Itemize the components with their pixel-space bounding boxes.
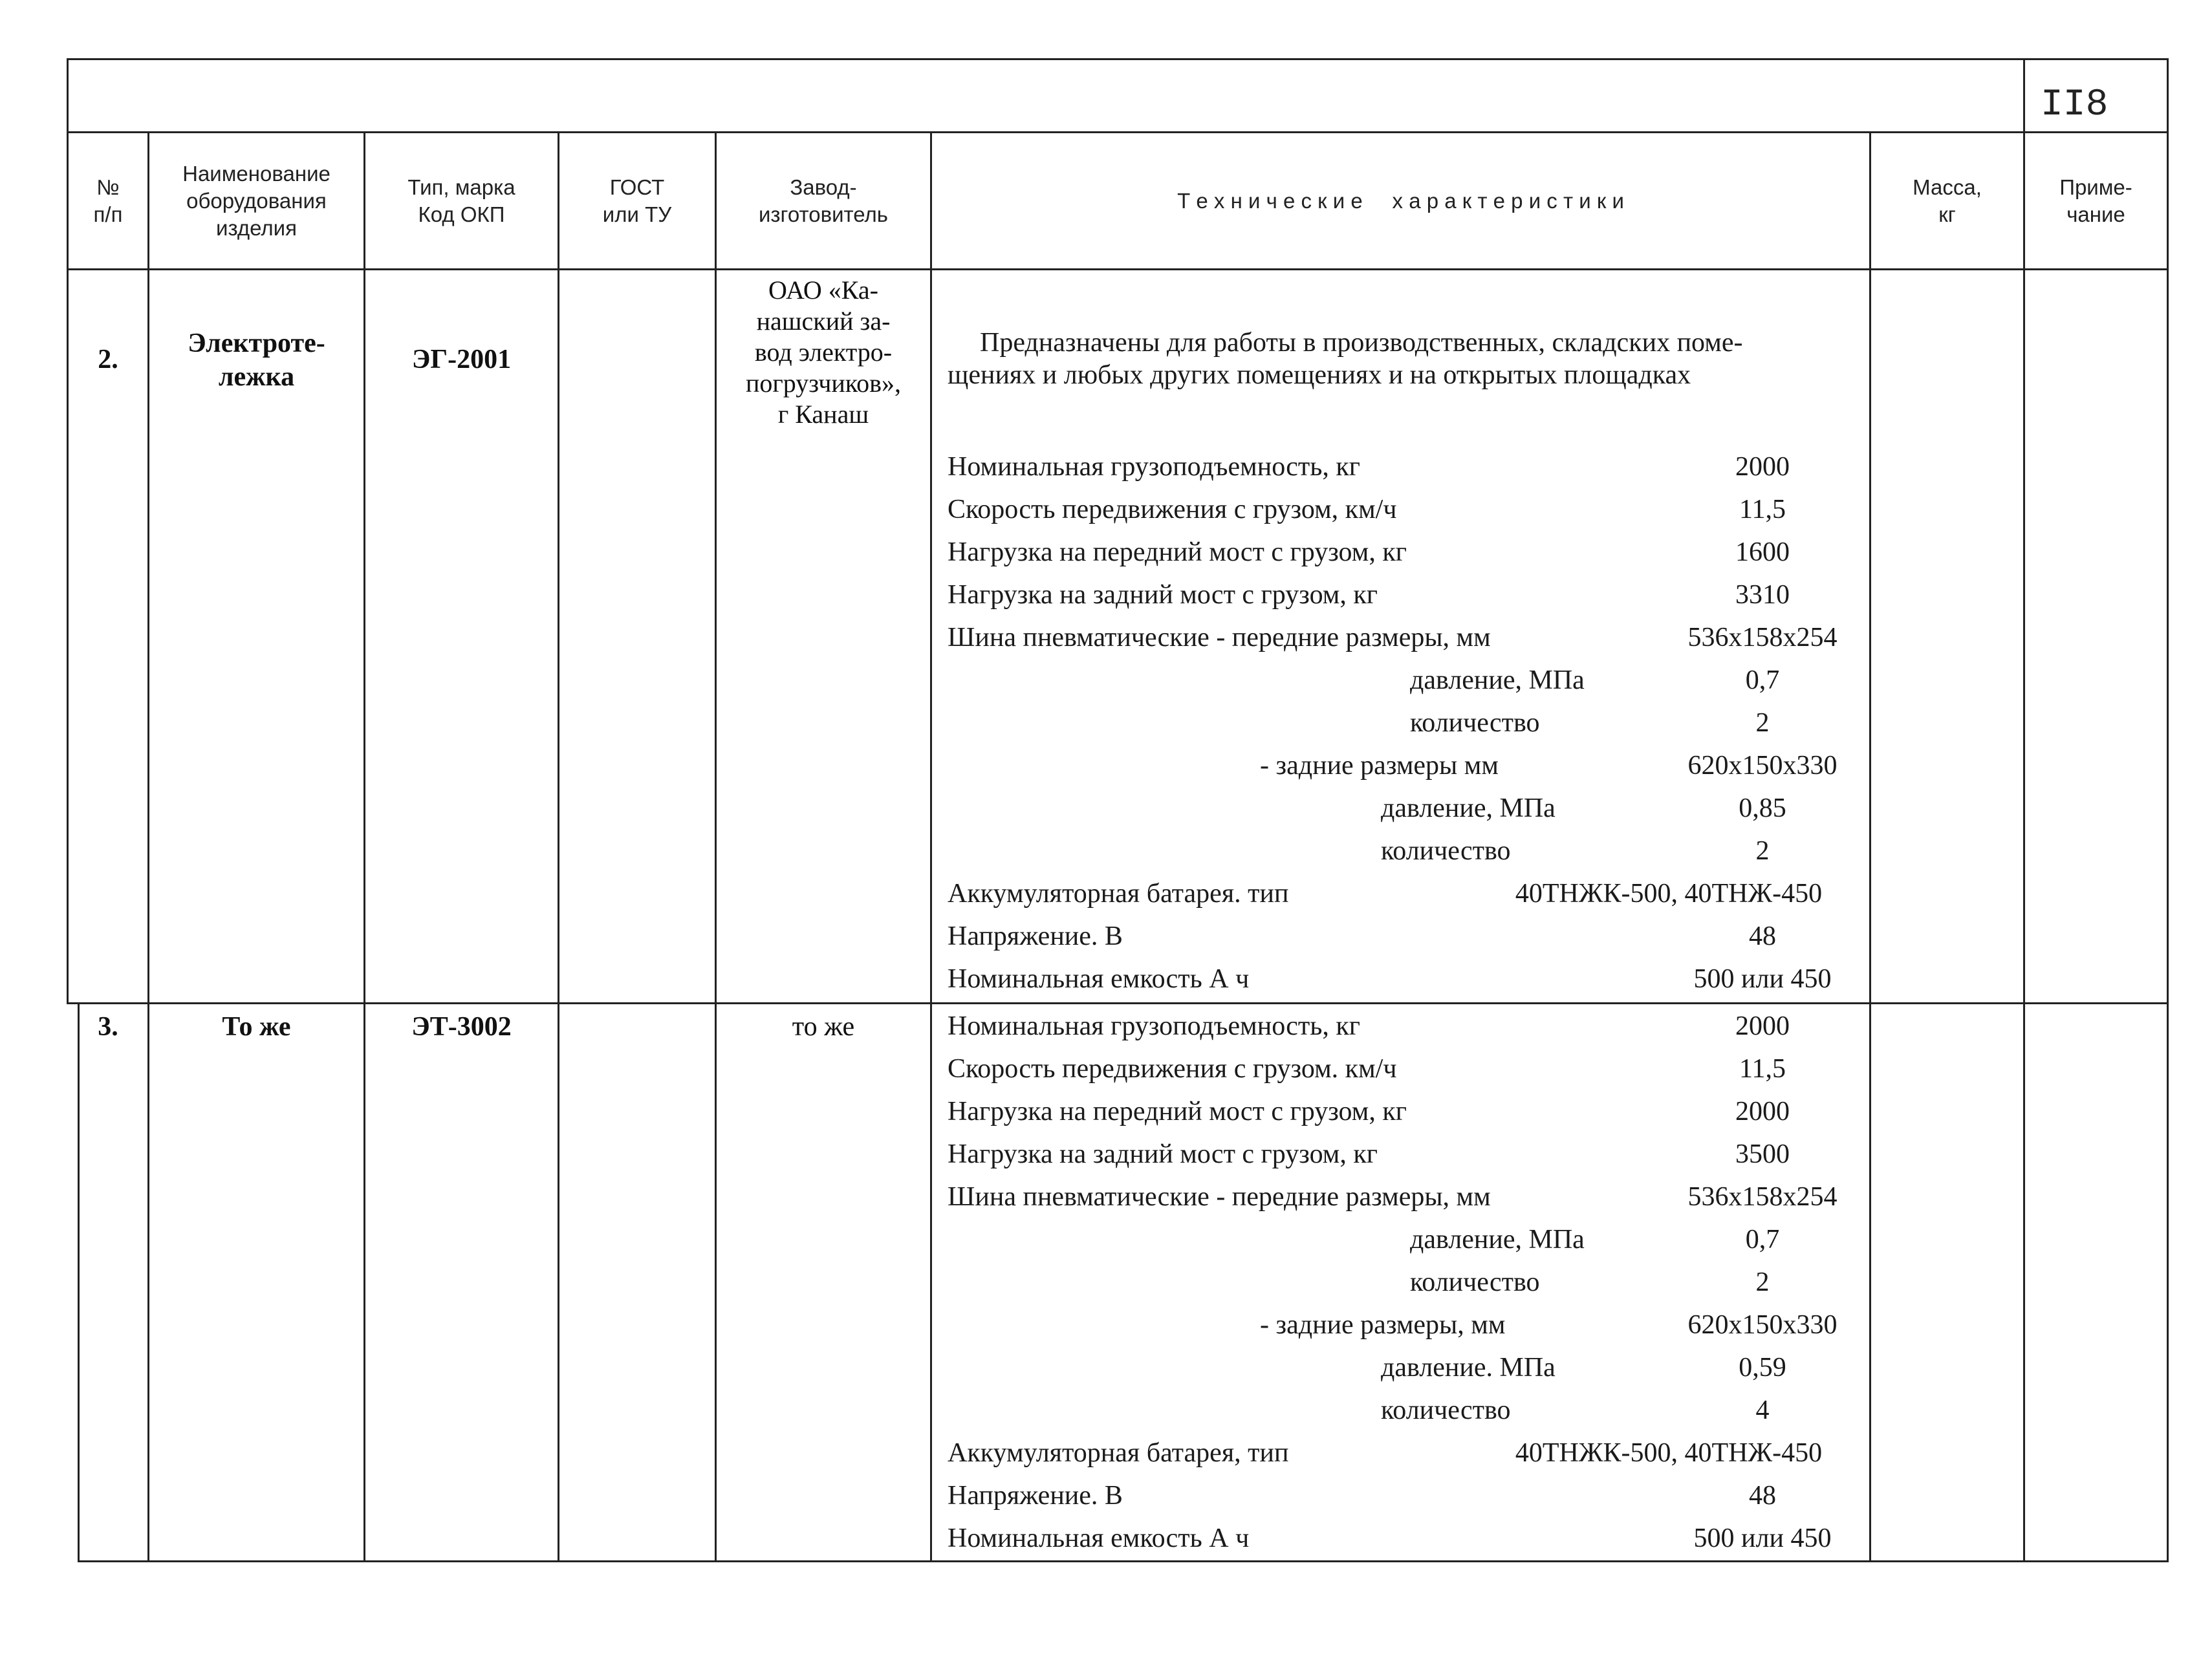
spec-label: Номинальная емкость А ч	[948, 1523, 1250, 1553]
spec-label: Напряжение. В	[948, 921, 1123, 951]
spec-value: 48	[1749, 921, 1776, 951]
row2-name: То же	[222, 1012, 291, 1042]
header-gost	[559, 133, 715, 268]
row1-description: Предназначены для работы в производственных, складских поме- щениях и любых других помещениях и на открытых площадках	[948, 328, 1743, 390]
row-divider-line	[67, 1002, 2169, 1004]
spec-label: количество	[1410, 1267, 1540, 1297]
row2-num: 3.	[98, 1012, 118, 1042]
pagenum-box-line	[2023, 58, 2025, 133]
col-divider-3	[558, 131, 559, 1562]
spec-value: 2000	[1735, 1011, 1790, 1041]
header-num	[69, 133, 147, 268]
spec-label: Нагрузка на передний мост с грузом, кг	[948, 1097, 1407, 1126]
header-note	[2025, 133, 2167, 268]
header-note-text: Приме- чание	[2059, 175, 2132, 226]
spec-label: Аккумуляторная батарея. тип	[948, 879, 1289, 909]
spec-label: количество	[1381, 836, 1511, 866]
spec-label: Напряжение. В	[948, 1481, 1123, 1511]
spec-value: 0,59	[1739, 1353, 1786, 1383]
spec-value: 620x150x330	[1687, 751, 1838, 781]
spec-value: 2000	[1735, 1097, 1790, 1126]
row1-type: ЭГ-2001	[411, 345, 512, 374]
spec-value: 500 или 450	[1693, 1523, 1832, 1553]
header-gost-text: ГОСТ или ТУ	[602, 175, 672, 226]
spec-value: 0,85	[1739, 793, 1786, 823]
spec-value: 2	[1755, 708, 1770, 738]
spec-label: количество	[1381, 1395, 1511, 1425]
spec-value: 48	[1749, 1481, 1776, 1511]
spec-label: количество	[1410, 708, 1540, 738]
spec-label: - задние размеры, мм	[1260, 1310, 1506, 1340]
col-divider-7	[2023, 131, 2025, 1562]
row2-type: ЭТ-3002	[411, 1012, 512, 1042]
spec-label: давление, МПа	[1410, 1225, 1585, 1254]
header-type	[365, 133, 558, 268]
spec-label: Нагрузка на задний мост с грузом, кг	[948, 580, 1378, 610]
spec-label: давление, МПа	[1381, 793, 1556, 823]
spec-label: - задние размеры мм	[1260, 751, 1499, 781]
spec-label: Нагрузка на задний мост с грузом, кг	[948, 1139, 1378, 1169]
spec-value: 11,5	[1739, 495, 1786, 524]
spec-value: 2000	[1735, 452, 1790, 482]
spec-value: 536x158x254	[1687, 1182, 1838, 1212]
header-mass-text: Масса, кг	[1913, 175, 1982, 226]
spec-value: 40ТНЖК-500, 40ТНЖ-450	[1515, 1438, 1823, 1468]
spec-label: Скорость передвижения с грузом, км/ч	[948, 495, 1397, 524]
spec-value: 3500	[1735, 1139, 1790, 1169]
spec-value: 1600	[1735, 537, 1790, 567]
row1-name: Электроте- лежка	[188, 328, 325, 392]
spec-label: Нагрузка на передний мост с грузом, кг	[948, 537, 1407, 567]
spec-label: Номинальная грузоподъемность, кг	[948, 452, 1361, 482]
spec-label: Аккумуляторная батарея, тип	[948, 1438, 1289, 1468]
frame-left-line-lower	[78, 1002, 80, 1562]
spec-label: Номинальная грузоподъемность, кг	[948, 1011, 1361, 1041]
header-bottom-line	[67, 268, 2169, 270]
header-tech	[932, 133, 1869, 268]
header-type-text: Тип, марка Код ОКП	[407, 175, 515, 226]
header-num-text: № п/п	[93, 175, 123, 226]
header-factory-text: Завод- изготовитель	[758, 175, 888, 226]
spec-value: 0,7	[1745, 665, 1780, 695]
spec-label: давление, МПа	[1410, 665, 1585, 695]
row2-factory: то же	[792, 1012, 855, 1042]
spec-label: Номинальная емкость А ч	[948, 964, 1250, 994]
spec-value: 500 или 450	[1693, 964, 1832, 994]
spec-label: давление. МПа	[1381, 1353, 1556, 1383]
spec-value: 40ТНЖК-500, 40ТНЖ-450	[1515, 879, 1823, 909]
spec-label: Шина пневматические - передние размеры, мм	[948, 1182, 1491, 1212]
frame-top-line	[67, 58, 2169, 60]
row1-factory: ОАО «Ка- нашский за- вод электро- погрузчиков», г Канаш	[745, 275, 902, 429]
spec-label: Скорость передвижения с грузом. км/ч	[948, 1054, 1397, 1084]
frame-bottom-line	[78, 1560, 2169, 1562]
header-factory	[717, 133, 930, 268]
header-mass	[1871, 133, 2023, 268]
spec-value: 4	[1755, 1395, 1770, 1425]
header-name	[149, 133, 363, 268]
frame-right-line	[2167, 58, 2169, 1562]
spec-label: Шина пневматические - передние размеры, мм	[948, 623, 1491, 652]
spec-value: 2	[1755, 1267, 1770, 1297]
spec-value: 3310	[1735, 580, 1790, 610]
spec-value: 620x150x330	[1687, 1310, 1838, 1340]
spec-value: 536x158x254	[1687, 623, 1838, 652]
spec-value: 0,7	[1745, 1225, 1780, 1254]
col-divider-5	[930, 131, 932, 1562]
spec-value: 2	[1755, 836, 1770, 866]
spec-value: 11,5	[1739, 1054, 1786, 1084]
header-name-text: Наименование оборудования изделия	[182, 161, 331, 240]
header-tech-text: Т е х н и ч е с к и е х а р а к т е р и с т и к и	[1177, 188, 1624, 213]
row1-num: 2.	[98, 345, 118, 374]
page-number: II8	[2041, 84, 2109, 126]
